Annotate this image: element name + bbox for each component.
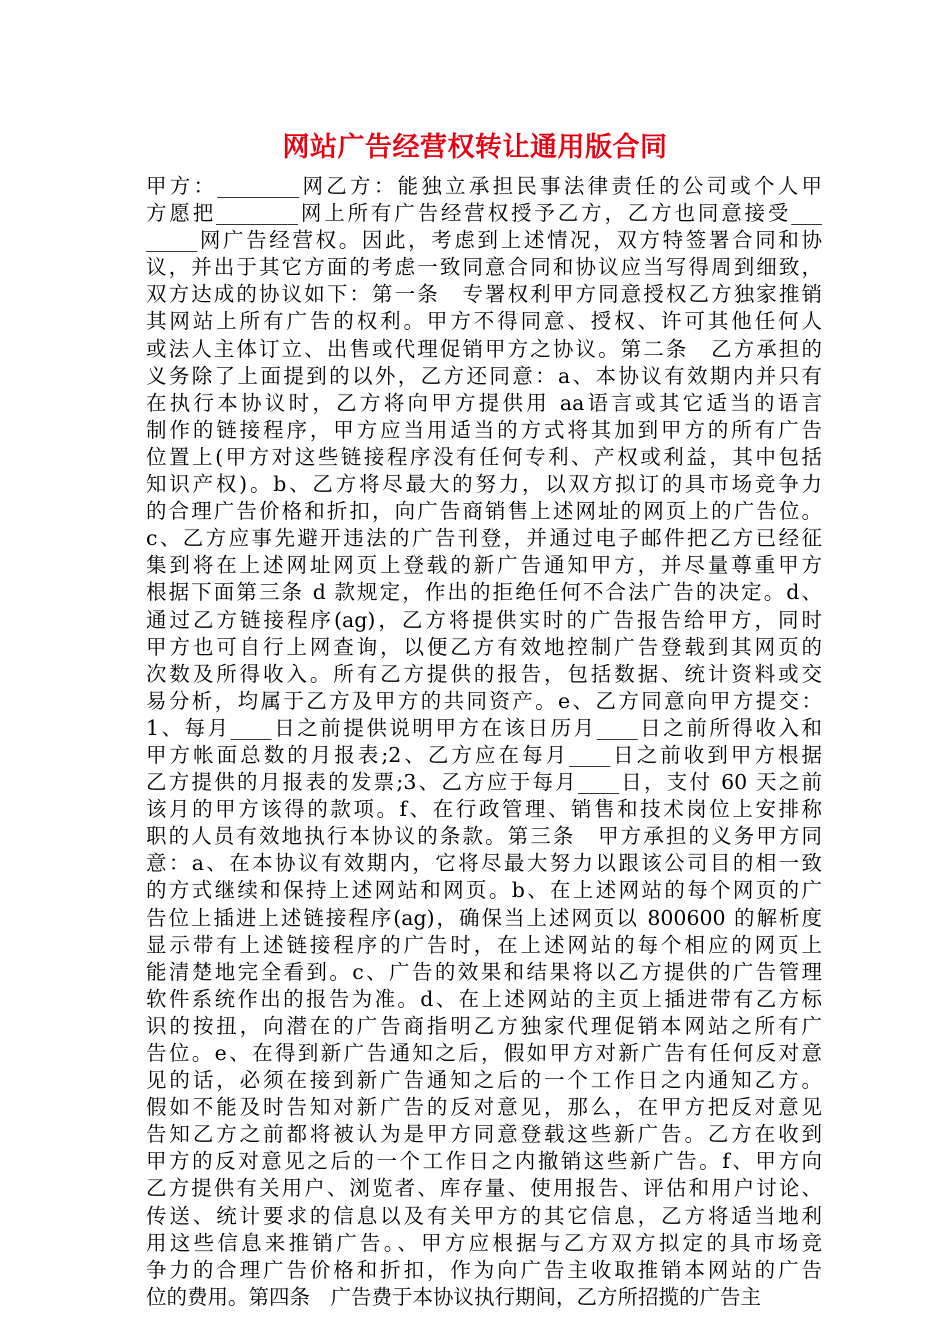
body-text-line: 次数及所得收入。所有乙方提供的报告，包括数据、统计资料或交 [146, 661, 822, 686]
body-text-line: 乙方提供的月报表的发票;3、乙方应于每月____日，支付 60 天之前 [146, 770, 822, 795]
body-text-line: 显示带有上述链接程序的广告时，在上述网站的每个相应的网页上 [146, 932, 822, 957]
body-text-line: 双方达成的协议如下：第一条 专署权利甲方同意授权乙方独家推销 [146, 282, 822, 307]
body-text-line: 甲方：________网乙方：能独立承担民事法律责任的公司或个人甲 [146, 174, 822, 198]
body-text-line: 甲方也可自行上网查询，以便乙方有效地控制广告登载到其网页的 [146, 634, 822, 659]
body-text-line: 甲方帐面总数的月报表;2、乙方应在每月____日之前收到甲方根据 [146, 742, 822, 767]
body-text-line: 方愿把________网上所有广告经营权授予乙方，乙方也同意接受___ [146, 201, 822, 226]
body-text-line: 识的按扭，向潜在的广告商指明乙方独家代理促销本网站之所有广 [146, 1013, 822, 1038]
body-text-line: 其网站上所有广告的权利。甲方不得同意、授权、许可其他任何人 [146, 309, 822, 334]
document-title: 网站广告经营权转让通用版合同 [282, 132, 668, 163]
body-text-line: 义务除了上面提到的以外，乙方还同意：a、本协议有效期内并只有 [146, 363, 822, 388]
body-text-line: 议，并出于其它方面的考虑一致同意合同和协议应当写得周到细致， [146, 255, 822, 280]
body-text-line: 传送、统计要求的信息以及有关甲方的其它信息，乙方将适当地利 [146, 1203, 822, 1228]
body-text-line: c、乙方应事先避开违法的广告刊登，并通过电子邮件把乙方已经征 [146, 526, 822, 551]
body-text-line: 职的人员有效地执行本协议的条款。第三条 甲方承担的义务甲方同 [146, 824, 822, 849]
body-text-line: 集到将在上述网址网页上登载的新广告通知甲方，并尽量尊重甲方 [146, 553, 822, 578]
body-text-line: 告位上插进上述链接程序(ag)，确保当上述网页以 800600 的解析度 [146, 905, 822, 930]
body-text-line: 制作的链接程序，甲方应当用适当的方式将其加到甲方的所有广告 [146, 417, 822, 442]
body-text-line: 位置上(甲方对这些链接程序没有任何专利、产权或利益，其中包括 [146, 444, 822, 469]
body-text-line: 意：a、在本协议有效期内，它将尽最大努力以跟该公司目的相一致 [146, 851, 822, 876]
contract-body [146, 173, 822, 1311]
body-text-line: 在执行本协议时，乙方将向甲方提供用 aa语言或其它适当的语言 [146, 390, 822, 415]
body-text-line: 位的费用。第四条 广告费于本协议执行期间，乙方所招揽的广告主 [146, 1284, 761, 1309]
body-text-line: 假如不能及时告知对新广告的反对意见，那么，在甲方把反对意见 [146, 1095, 822, 1120]
body-text-line: 见的话，必须在接到新广告通知之后的一个工作日之内通知乙方。 [146, 1068, 822, 1093]
body-text-line: _____网广告经营权。因此，考虑到上述情况，双方特签署合同和协 [146, 228, 822, 253]
body-text-line: 软件系统作出的报告为准。d、在上述网站的主页上插进带有乙方标 [146, 986, 822, 1011]
body-text-line: 用这些信息来推销广告。、甲方应根据与乙方双方拟定的具市场竞 [146, 1230, 822, 1255]
body-text-line: 易分析，均属于乙方及甲方的共同资产。e、乙方同意向甲方提交： [146, 688, 822, 713]
body-text-line: 的方式继续和保持上述网站和网页。b、在上述网站的每个网页的广 [146, 878, 822, 903]
body-text-line: 或法人主体订立、出售或代理促销甲方之协议。第二条 乙方承担的 [146, 336, 822, 361]
body-text-line: 该月的甲方该得的款项。f、在行政管理、销售和技术岗位上安排称 [146, 797, 822, 822]
body-text-line: 告知乙方之前都将被认为是甲方同意登载这些新广告。乙方在收到 [146, 1122, 822, 1147]
body-text-line: 知识产权)。b、乙方将尽最大的努力，以双方拟订的具市场竞争力 [146, 472, 822, 497]
body-text-line: 的合理广告价格和折扣，向广告商销售上述网址的网页上的广告位。 [146, 499, 822, 524]
body-text-line: 乙方提供有关用户、浏览者、库存量、使用报告、评估和用户讨论、 [146, 1176, 822, 1201]
body-text-line: 告位。e、在得到新广告通知之后，假如甲方对新广告有任何反对意 [146, 1041, 822, 1065]
body-text-line: 根据下面第三条 d 款规定，作出的拒绝任何不合法广告的决定。d、 [146, 580, 822, 605]
body-text-line: 通过乙方链接程序(ag)，乙方将提供实时的广告报告给甲方，同时 [146, 607, 822, 632]
body-text-line: 甲方的反对意见之后的一个工作日之内撤销这些新广告。f、甲方向 [146, 1149, 822, 1174]
body-text-line: 1、每月____日之前提供说明甲方在该日历月____日之前所得收入和 [146, 715, 822, 740]
body-text-line: 能清楚地完全看到。c、广告的效果和结果将以乙方提供的广告管理 [146, 959, 822, 984]
body-text-line: 争力的合理广告价格和折扣，作为向广告主收取推销本网站的广告 [146, 1257, 822, 1282]
